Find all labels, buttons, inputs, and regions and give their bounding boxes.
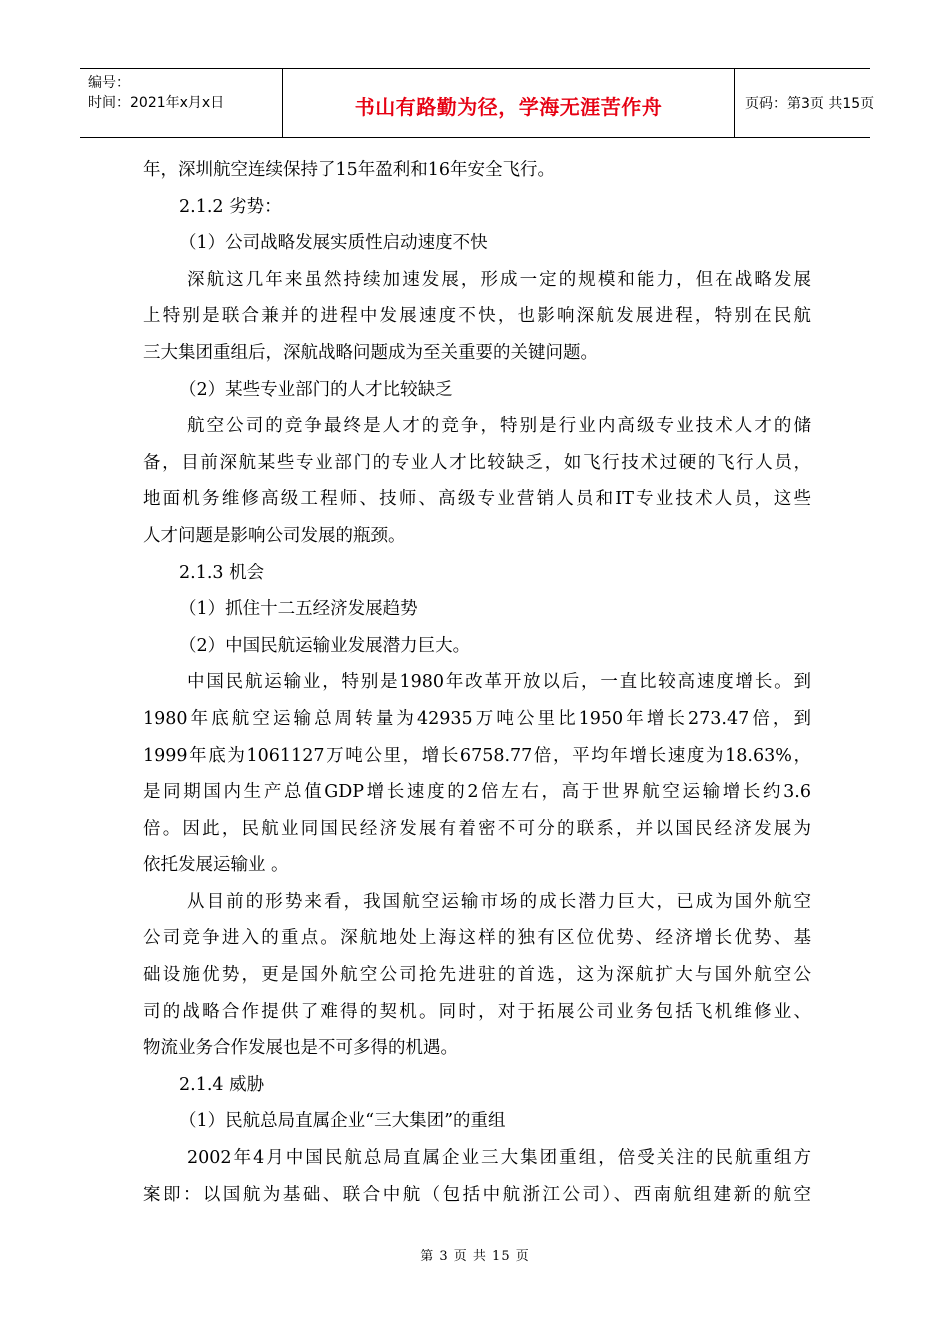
body-line: 从目前的形势来看，我国航空运输市场的成长潜力巨大，已成为国外航空 [187, 891, 811, 912]
body-line: 1999年底为1061127万吨公里，增长6758.77倍，平均年增长速度为18.63%， [143, 745, 811, 766]
header-motto: 书山有路勤为径，学海无涯苦作舟 [354, 95, 663, 119]
body-line: 深航这几年来虽然持续加速发展，形成一定的规模和能力，但在战略发展 [187, 269, 811, 290]
body-line: 1980年底航空运输总周转量为42935万吨公里比1950年增长273.47倍，到 [143, 708, 811, 729]
header-page-cell [735, 69, 875, 137]
body-line: 三大集团重组后，深航战略问题成为至关重要的关键问题。 [143, 342, 598, 363]
body-line: 础设施优势，更是国外航空公司抢先进驻的首选，这为深航扩大与国外航空公 [143, 965, 811, 986]
subsection-heading: （2）某些专业部门的人才比较缺乏 [179, 379, 453, 400]
body-line: 上特别是联合兼并的进程中发展速度不快，也影响深航发展进程，特别在民航 [143, 306, 811, 327]
page-footer: 第 3 页 共 15 页 [420, 1249, 530, 1264]
body-line: 公司竞争进入的重点。深航地处上海这样的独有区位优势、经济增长优势、基 [143, 928, 811, 949]
body-line: 倍。因此，民航业同国民经济发展有着密不可分的联系，并以国民经济发展为 [143, 818, 811, 839]
body-line: 司的战略合作提供了难得的契机。同时，对于拓展公司业务包括飞机维修业、 [143, 1001, 811, 1022]
document-time-label: 时间：2021年x月x日 [88, 95, 225, 111]
body-line: 备，目前深航某些专业部门的专业人才比较缺乏，如飞行技术过硬的飞行人员， [143, 452, 811, 473]
body-line: 依托发展运输业 。 [143, 855, 289, 876]
subsection-heading: （1）公司战略发展实质性启动速度不快 [179, 233, 488, 254]
body-line: 地面机务维修高级工程师、技师、高级专业营销人员和IT专业技术人员，这些 [143, 489, 811, 510]
document-body [143, 152, 811, 1213]
page-header [80, 68, 875, 138]
subsection-heading: （2）中国民航运输业发展潜力巨大。 [179, 635, 471, 656]
body-line: 航空公司的竞争最终是人才的竞争，特别是行业内高级专业技术人才的储 [187, 416, 811, 437]
header-motto-cell [283, 69, 735, 137]
section-heading: 2.1.4 威胁 [179, 1074, 265, 1095]
body-line: 2002年4月中国民航总局直属企业三大集团重组，倍受关注的民航重组方 [187, 1148, 811, 1169]
body-line: 中国民航运输业，特别是1980年改革开放以后，一直比较高速度增长。到 [187, 672, 811, 693]
body-line: 人才问题是影响公司发展的瓶颈。 [143, 525, 406, 546]
subsection-heading: （1）抓住十二五经济发展趋势 [179, 599, 418, 620]
header-page-info: 页码：第3页 共15页 [745, 96, 875, 112]
section-heading: 2.1.2 劣势： [179, 196, 282, 217]
document-number-label: 编号： [88, 75, 130, 91]
header-meta-cell [80, 69, 283, 137]
body-line: 案即：以国航为基础、联合中航（包括中航浙江公司）、西南航组建新的航空 [143, 1184, 811, 1205]
body-line: 物流业务合作发展也是不可多得的机遇。 [143, 1038, 458, 1059]
body-line: 是同期国内生产总值GDP增长速度的2倍左右，高于世界航空运输增长约3.6 [143, 782, 811, 803]
section-heading: 2.1.3 机会 [179, 562, 265, 583]
body-line: 年，深圳航空连续保持了15年盈利和16年安全飞行。 [143, 160, 556, 180]
subsection-heading: （1）民航总局直属企业“三大集团”的重组 [179, 1111, 506, 1132]
